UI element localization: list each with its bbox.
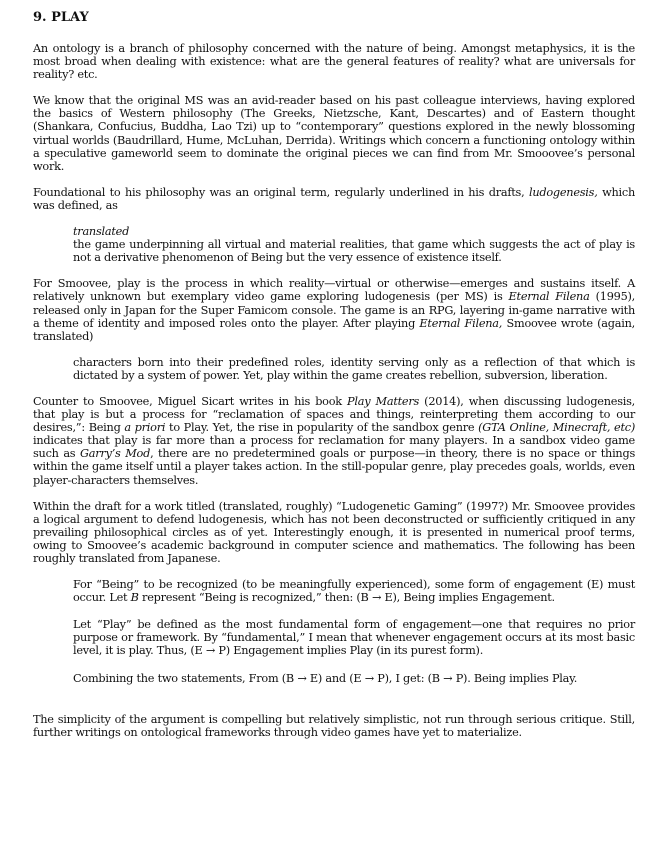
p3-text-a: Foundational to his philosophy was an original term, regularly underlined in his drafts,	[33, 185, 529, 199]
paragraph-ludogenesis	[33, 186, 635, 212]
paragraph-eternal-filena	[33, 277, 635, 342]
paragraph-ontology: An ontology is a branch of philosophy concerned with the nature of being. Amongst metaphysics, it is the most broad when dealing with existence: what are the general features of reality? what are universals for reality? etc.	[33, 42, 635, 82]
spacer	[33, 699, 635, 713]
term-ludogenesis: ludogenesis,	[528, 185, 598, 199]
garrys-mod: Garry’s Mod	[80, 447, 151, 461]
paragraph-background: We know that the original MS was an avid-reader based on his past colleague interviews, having explored the basics of Western philosophy (The Greeks, Nietzsche, Kant, Descartes) and of Eastern thought (Shankara, Confucius, Buddha, Lao Tzi) up to “contemporary” questions explored in the newly blossoming virtual worlds (Baudrillard, Hume, McLuhan, Derrida). Writings which concern a functioning ontology within a speculative gameworld seem to dominate the original pieces we can find from Mr. Smooovee’s personal work.	[33, 94, 635, 173]
smoovee-quote	[73, 356, 635, 382]
p5-text-d: indicates that play is far more than a process for reclamation for many players. In a sandbox video game such as	[33, 434, 635, 461]
proof-step-2: Let “Play” be defined as the most fundamental form of engagement—one that requires no prior purpose or framework. By “fundamental,” I mean that whenever engagement occurs at its most basic level, it is play. Thus, (E → P) Engagement implies Play (in its purest form).	[73, 618, 635, 658]
section-title: 9. PLAY	[33, 10, 89, 25]
proof-step-3: Combining the two statements, From (B → E) and (E → P), I get: (B → P). Being implies Play.	[73, 671, 578, 685]
sandbox-examples: (GTA Online, Minecraft, etc)	[478, 421, 635, 435]
p5-text-c: to Play. Yet, the rise in popularity of the sandbox genre	[165, 421, 479, 435]
paragraph-draft: Within the draft for a work titled (translated, roughly) “Ludogenetic Gaming” (1997?) Mr. Smoovee provides a logical argument to defend ludogenesis, which has not been deconstructed or sufficiently critiqued in any prevailing philosophical circles as of yet. Interestingly enough, it is presented in numerical proof terms, owing to Smoovee’s academic background in computer science and mathematics. The following has been roughly translated from Japanese.	[33, 499, 635, 565]
s1-text-c: represent “Being is recognized,” then: (B → E), Being implies Engagement.	[138, 591, 555, 605]
definition-quote	[73, 225, 635, 264]
paragraph-conclusion: The simplicity of the argument is compelling but relatively simplistic, not run through serious critique. Still, further writings on ontological frameworks through video games have yet to materialize.	[33, 712, 635, 739]
paragraph-sicart	[33, 395, 635, 487]
book-title: Play Matters	[347, 394, 420, 408]
p4-text-b: (1995), released only in Japan for the Super Famicom console. The game is an RPG, layering in-game narrative with a theme of identity and imposed roles onto the player. After playing	[33, 290, 636, 330]
proof-block	[73, 578, 635, 685]
quote-label	[73, 225, 635, 238]
smoovee-quote-text: characters born into their predefined roles, identity serving only as a reflection of that which is dictated by a system of power. Yet, play within the game creates rebellion, subversion, liberation.	[73, 355, 635, 382]
p4-text-c: Smoovee wrote (again, translated)	[33, 316, 635, 343]
game-title-2: Eternal Filena,	[419, 316, 503, 330]
s1-text-a: For “Being” to be recognized (to be meaningfully experienced), some form of engagement (E) must occur. Let	[73, 578, 635, 605]
game-title: Eternal Filena	[508, 290, 590, 304]
p5-text-b: (2014), when discussing ludogenesis, that play is but a process for “reclamation of spaces and things, reinterpreting them according to our desires,”: Being	[33, 394, 636, 435]
p5-text-e: , there are no predetermined goals or purpose—in theory, there is no space or things within the game itself until a player takes action. In the still-popular genre, play precedes goals, worlds, even player-characters themselves.	[33, 447, 635, 487]
a-priori: a priori	[124, 421, 166, 435]
translated-label: translated	[73, 225, 130, 239]
p5-text-a: Counter to Smoovee, Miguel Sicart writes in his book	[33, 394, 348, 408]
definition-text: the game underpinning all virtual and material realities, that game which suggests the act of play is not a derivative phenomenon of Being but the very essence of existence itself.	[73, 238, 635, 265]
p3-text-b: which was defined, as	[33, 185, 635, 212]
s1-b: B	[130, 591, 139, 605]
proof-step-1	[73, 578, 635, 604]
p4-text-a: For Smoovee, play is the process in which reality—virtual or otherwise—emerges and sustains itself. A relatively unknown but exemplary video game exploring ludogenesis (per MS) is	[33, 277, 635, 304]
